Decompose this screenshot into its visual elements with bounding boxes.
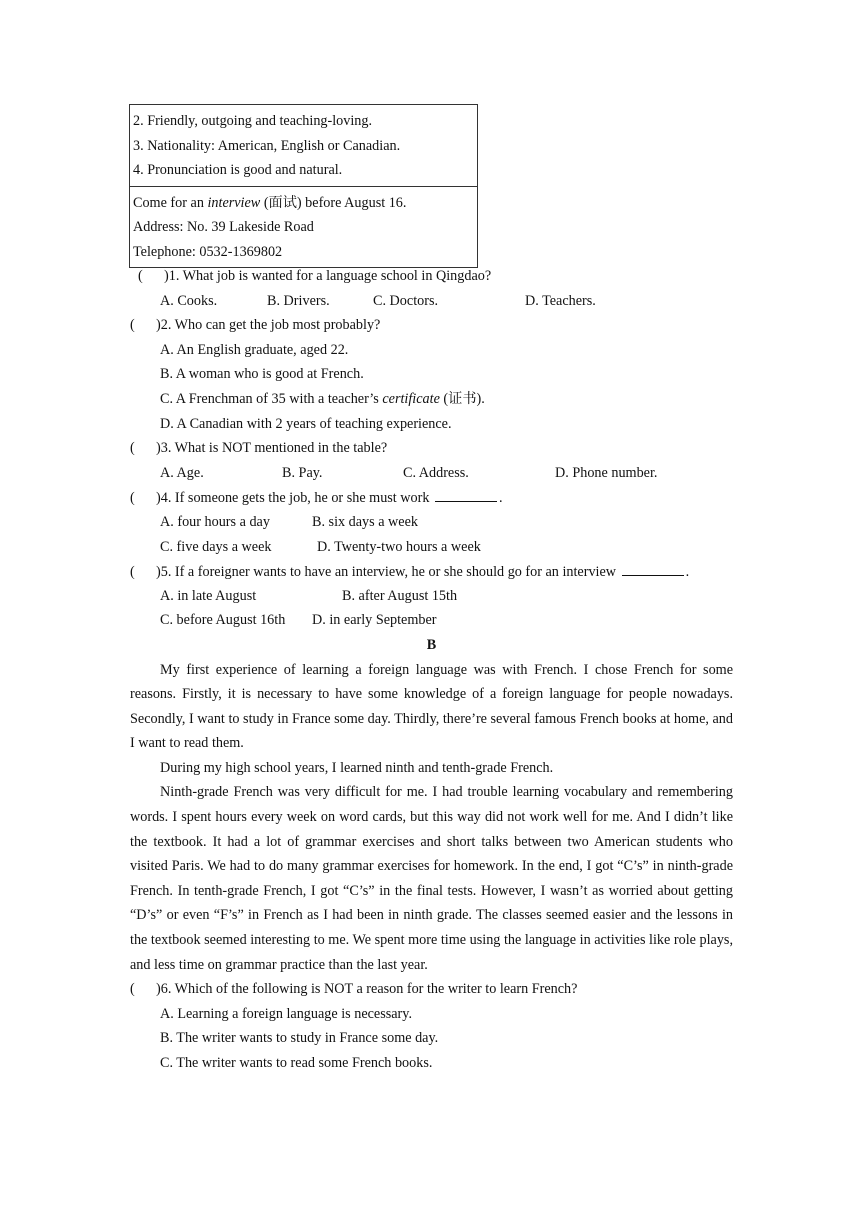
answer-bracket: ( ) bbox=[130, 440, 161, 457]
passage-paragraph-2: During my high school years, I learned ninth and tenth-grade French. bbox=[160, 759, 554, 776]
option-c: C. Address. bbox=[403, 464, 469, 481]
requirement-4: 4. Pronunciation is good and natural. bbox=[133, 162, 343, 178]
option-c: C. Doctors. bbox=[373, 292, 439, 309]
questions-and-passage bbox=[130, 264, 733, 1076]
answer-bracket: ( ) bbox=[130, 981, 161, 998]
job-ad-table bbox=[129, 104, 478, 268]
option-b: B. six days a week bbox=[312, 513, 418, 530]
passage-paragraph-3: Ninth-grade French was very difficult for me. I had trouble learning vocabulary and remembering words. I spent hours every week on word cards, but this way did not work well for me. And I didn’t like the textbook. It had a lot of grammar exercises and short talks between two American students who visited Paris. We had to do many grammar exercises for homework. In the end, I got “C’s” in ninth-grade French. In tenth-grade French, I got “C’s” in the final tests. However, I wasn’t as worried about getting “D’s” or even “F’s” in French as I had been in ninth grade. The classes seemed easier and the lessons in the textbook seemed interesting to me. We spent more time using the language in activities like role plays, and less time on grammar practice than the last year. bbox=[130, 784, 733, 973]
option-c: C. before August 16th bbox=[160, 612, 286, 629]
interview-note: Come for an interview (面试) before August 16. bbox=[133, 194, 407, 211]
question-6: ( )6. Which of the following is NOT a reason for the writer to learn French? bbox=[130, 981, 578, 998]
answer-bracket: ( ) bbox=[130, 490, 161, 507]
option-c: C. A Frenchman of 35 with a teacher’s certificate (证书). bbox=[160, 390, 485, 407]
question-1-options bbox=[130, 289, 733, 314]
option-b: B. Drivers. bbox=[267, 292, 330, 309]
option-a: A. in late August bbox=[160, 587, 257, 604]
answer-bracket: ( ) bbox=[138, 268, 169, 284]
question-4-options-2 bbox=[130, 535, 733, 560]
question-5-options-2 bbox=[130, 608, 733, 633]
requirement-2: 2. Friendly, outgoing and teaching-loving. bbox=[133, 113, 373, 129]
requirement-3: 3. Nationality: American, English or Canadian. bbox=[133, 137, 401, 154]
option-d: D. A Canadian with 2 years of teaching experience. bbox=[160, 415, 452, 432]
option-d: D. in early September bbox=[312, 612, 437, 629]
address: Address: No. 39 Lakeside Road bbox=[133, 219, 314, 235]
option-b: B. The writer wants to study in France some day. bbox=[160, 1030, 439, 1047]
answer-bracket: ( ) bbox=[130, 317, 161, 334]
option-a: A. Age. bbox=[160, 464, 204, 481]
option-b: B. A woman who is good at French. bbox=[160, 366, 364, 383]
option-a: A. An English graduate, aged 22. bbox=[160, 341, 349, 358]
question-1: ( )1. What job is wanted for a language school in Qingdao? bbox=[138, 268, 492, 284]
option-c: C. The writer wants to read some French books. bbox=[160, 1055, 433, 1071]
question-3-options bbox=[130, 461, 733, 486]
answer-blank[interactable] bbox=[435, 485, 497, 502]
option-c: C. five days a week bbox=[160, 538, 272, 555]
option-d: D. Phone number. bbox=[555, 464, 658, 481]
section-heading: B bbox=[426, 636, 437, 653]
question-4: ( )4. If someone gets the job, he or she must work . bbox=[130, 485, 733, 510]
option-a: A. Learning a foreign language is necessary. bbox=[160, 1005, 412, 1022]
option-d: D. Twenty-two hours a week bbox=[317, 538, 481, 555]
option-d: D. Teachers. bbox=[525, 292, 596, 309]
option-b: B. Pay. bbox=[282, 464, 323, 481]
option-a: A. Cooks. bbox=[160, 292, 218, 309]
question-2: ( )2. Who can get the job most probably? bbox=[130, 317, 381, 334]
requirements-section bbox=[130, 105, 477, 186]
question-5: ( )5. If a foreigner wants to have an interview, he or she should go for an interview . bbox=[130, 559, 733, 584]
question-4-options-1 bbox=[130, 510, 733, 535]
question-5-options-1 bbox=[130, 584, 733, 609]
answer-bracket: ( ) bbox=[130, 564, 161, 581]
telephone: Telephone: 0532-1369802 bbox=[133, 243, 283, 260]
answer-blank[interactable] bbox=[622, 559, 684, 576]
passage-paragraph-1: My first experience of learning a foreign language was with French. I chose French for some reasons. Firstly, it is necessary to have some knowledge of a foreign language for people nowadays. Secondly, I want to study in France some day. Thirdly, there’re several famous French books at home, and I want to read them. bbox=[130, 661, 733, 752]
option-b: B. after August 15th bbox=[342, 587, 458, 604]
contact-section bbox=[130, 186, 477, 268]
option-a: A. four hours a day bbox=[160, 513, 270, 530]
question-3: ( )3. What is NOT mentioned in the table? bbox=[130, 440, 388, 457]
